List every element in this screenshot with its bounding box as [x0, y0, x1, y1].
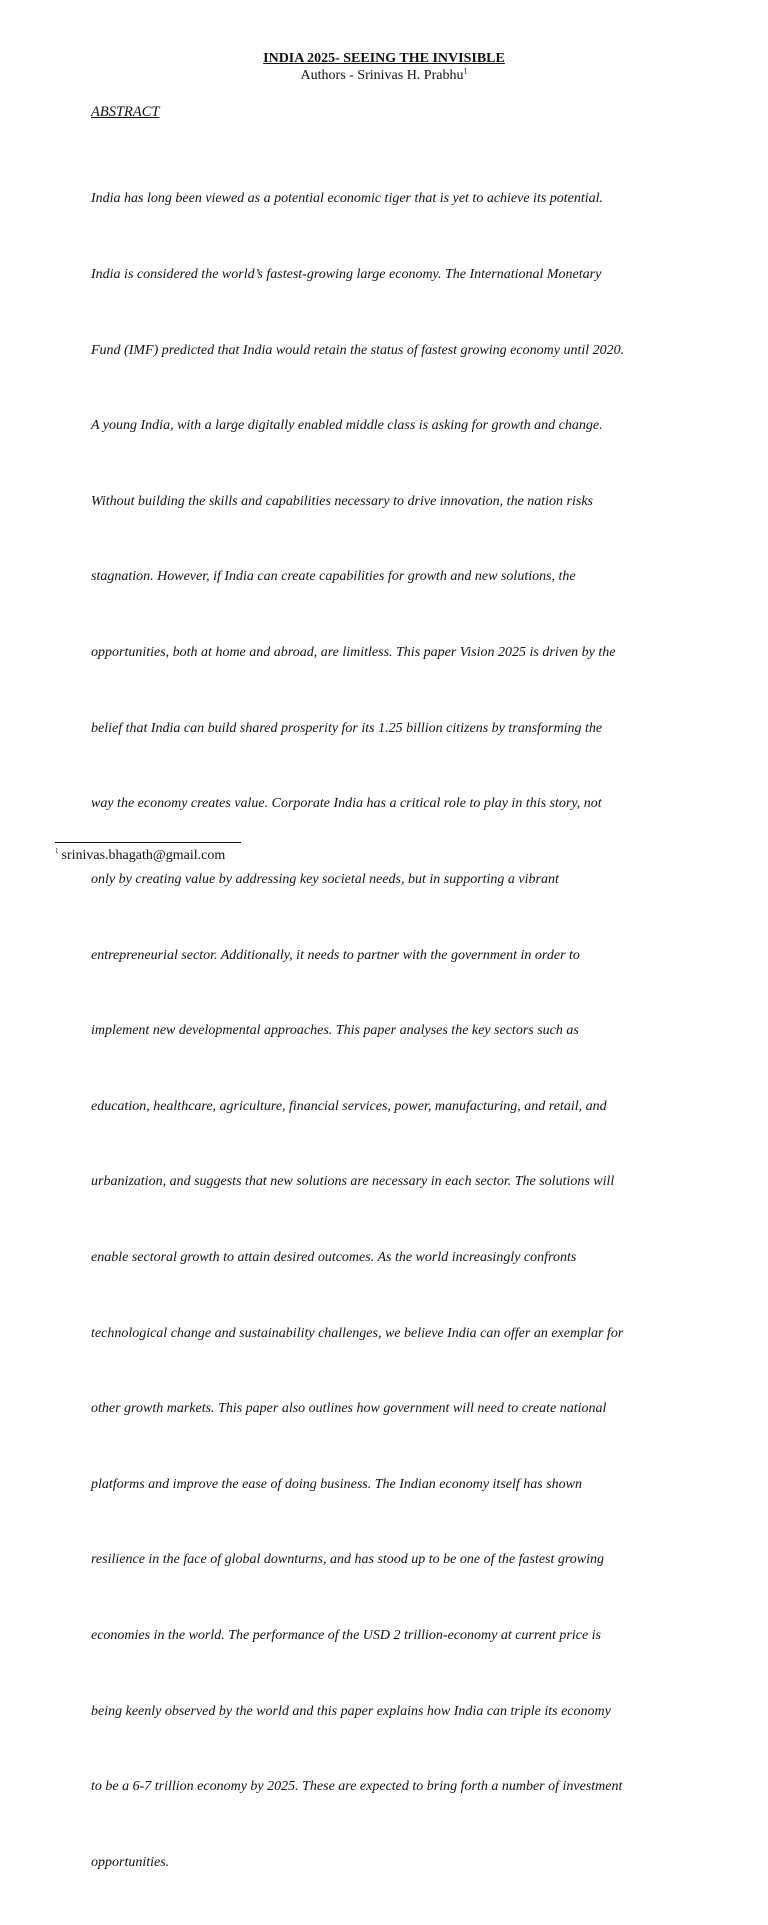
abstract-line: economies in the world. The performance of the USD 2 trillion-economy at current price is	[91, 1627, 602, 1643]
author-footnote-mark: 1	[463, 66, 468, 76]
footnote-divider	[55, 842, 241, 843]
abstract-line: way the economy creates value. Corporate India has a critical role to play in this story, not	[91, 796, 602, 812]
authors-line	[0, 67, 768, 85]
abstract-line: Fund (IMF) predicted that India would retain the status of fastest growing economy until 2020.	[91, 342, 625, 358]
abstract-line: resilience in the face of global downturns, and has stood up to be one of the fastest growing	[91, 1552, 605, 1568]
footnote-email-link[interactable]: srinivas.bhagath@gmail.com	[61, 848, 226, 863]
abstract-line: platforms and improve the ease of doing business. The Indian economy itself has shown	[91, 1476, 582, 1492]
abstract-heading: ABSTRACT	[91, 104, 160, 120]
abstract-line: education, healthcare, agriculture, financial services, power, manufacturing, and retail, and	[91, 1098, 607, 1114]
paper-title: INDIA 2025- SEEING THE INVISIBLE	[263, 51, 505, 66]
abstract-line: opportunities.	[91, 1854, 170, 1870]
abstract-line: enable sectoral growth to attain desired outcomes. As the world increasingly confronts	[91, 1249, 577, 1265]
abstract-line: to be a 6-7 trillion economy by 2025. These are expected to bring forth a number of investment	[91, 1779, 623, 1795]
abstract-line: opportunities, both at home and abroad, are limitless. This paper Vision 2025 is driven by the	[91, 645, 616, 661]
abstract-line: India is considered the world’s fastest-growing large economy. The International Monetary	[91, 267, 602, 283]
abstract-line: entrepreneurial sector. Additionally, it needs to partner with the government in order to	[91, 947, 580, 963]
abstract-line: urbanization, and suggests that new solutions are necessary in each sector. The solutions will	[91, 1174, 615, 1190]
footnote-mark: 1	[55, 847, 59, 856]
abstract-line: technological change and sustainability challenges, we believe India can offer an exemplar for	[91, 1325, 624, 1341]
abstract-line: only by creating value by addressing key societal needs, but in supporting a vibrant	[91, 871, 559, 887]
abstract-line: stagnation. However, if India can create capabilities for growth and new solutions, the	[91, 569, 576, 585]
abstract-line: India has long been viewed as a potential economic tiger that is yet to achieve its potential.	[91, 191, 604, 207]
abstract-line: belief that India can build shared prosperity for its 1.25 billion citizens by transforming the	[91, 720, 603, 736]
abstract-body	[91, 136, 681, 1925]
abstract-line: Without building the skills and capabilities necessary to drive innovation, the nation risks	[91, 493, 594, 509]
footnote	[55, 847, 225, 865]
abstract-line: implement new developmental approaches. This paper analyses the key sectors such as	[91, 1023, 579, 1039]
authors-text: Authors - Srinivas H. Prabhu	[300, 68, 464, 83]
abstract-line: A young India, with a large digitally enabled middle class is asking for growth and change.	[91, 418, 603, 434]
abstract-line: being keenly observed by the world and this paper explains how India can triple its economy	[91, 1703, 611, 1719]
abstract-line: other growth markets. This paper also outlines how government will need to create national	[91, 1401, 607, 1417]
